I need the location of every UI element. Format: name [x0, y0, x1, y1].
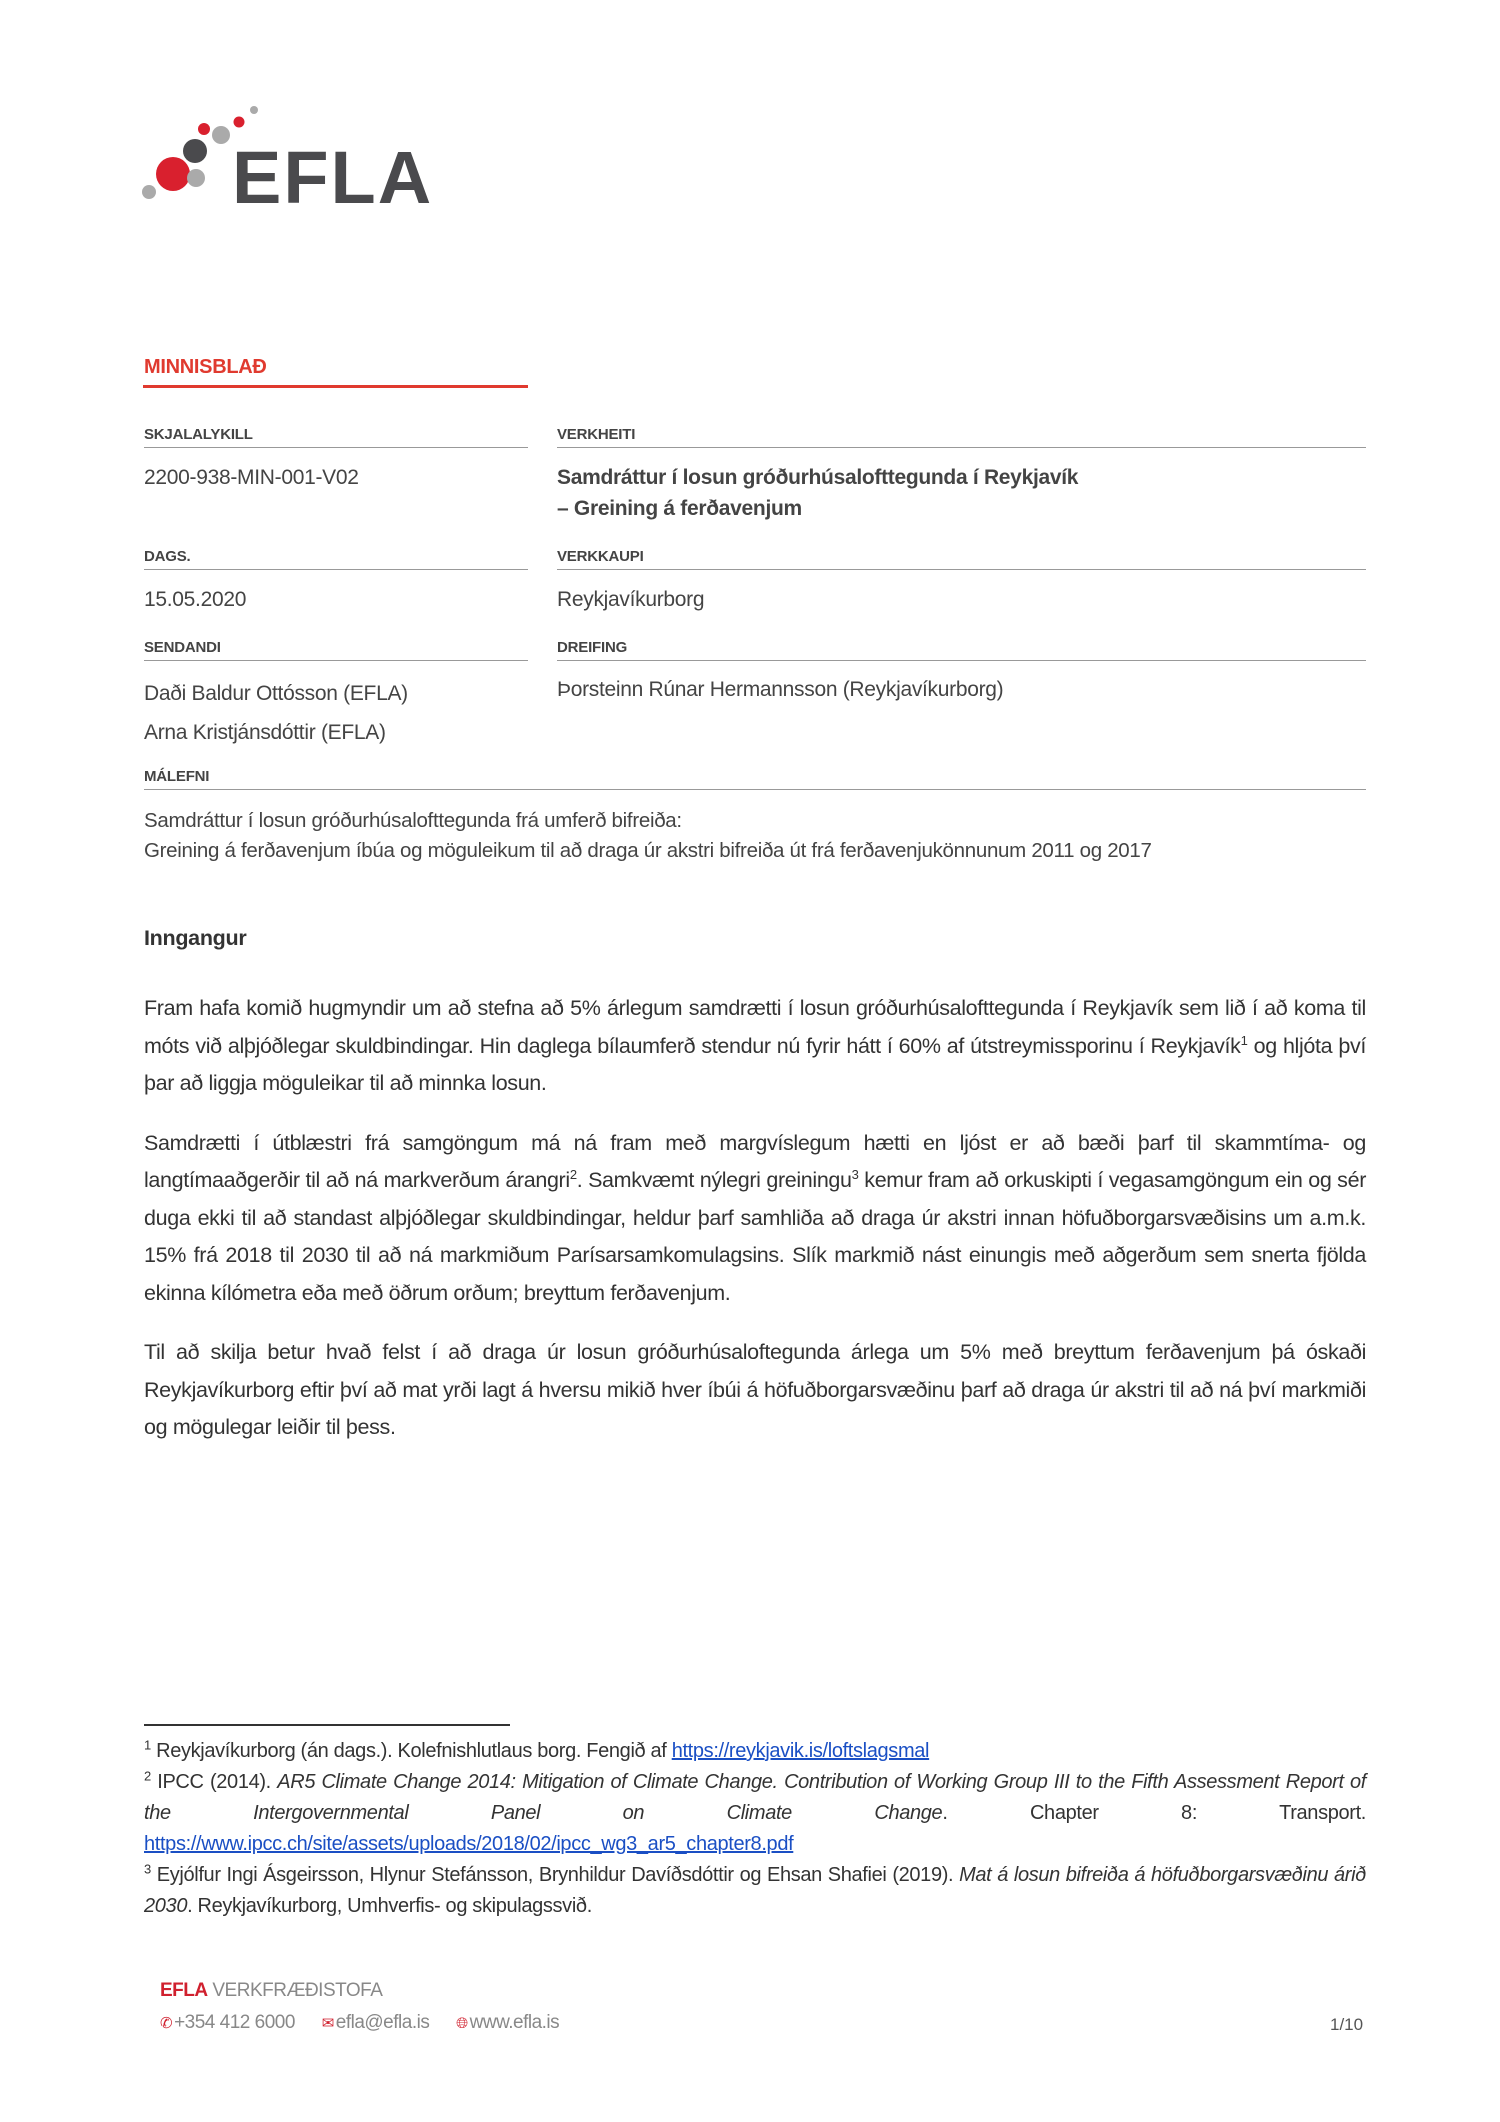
svg-text:EFLA: EFLA: [232, 136, 434, 210]
label-sendandi: SENDANDI: [144, 639, 528, 661]
page-footer: [160, 1980, 559, 2034]
phone-icon: ✆: [160, 2015, 173, 2032]
footnote-text: . Reykjavíkurborg, Umhverfis- og skipulagssvið.: [187, 1895, 592, 1917]
body-text: [144, 990, 1366, 1469]
footnote-ref[interactable]: 1: [1240, 1032, 1248, 1048]
footnote-3: [144, 1860, 1366, 1922]
text: . Samkvæmt nýlegri greiningu: [576, 1168, 852, 1192]
subject-line2: Greining á ferðavenjum íbúa og möguleikum til að draga úr akstri bifreiða út frá ferðavenjukönnunum 2011 og 2017: [144, 839, 1152, 862]
label-verkkaupi: VERKKAUPI: [557, 548, 1366, 570]
text: Fram hafa komið hugmyndir um að stefna að 5% árlegum samdrætti í losun gróðurhúsalofttegunda í Reykjavík sem lið í að koma til móts við alþjóðlegar skuldbindingar. Hin daglega bílaumferð stendur nú fyrir hátt í 60% af útstreymissporinu í Reykjavík: [144, 996, 1366, 1058]
project-name-line1: Samdráttur í losun gróðurhúsalofttegunda í Reykjavík: [557, 466, 1079, 489]
project-name: [557, 462, 1366, 524]
text: og hljóta því þar að liggja möguleikar til að minnka losun.: [144, 1033, 1367, 1095]
footnote-number: 2: [144, 1768, 151, 1784]
footer-company: VERKFRÆÐISTOFA: [207, 1980, 383, 2001]
date: 15.05.2020: [144, 588, 247, 611]
email-icon: ✉: [321, 2015, 334, 2032]
footer-email[interactable]: efla@efla.is: [335, 2012, 430, 2033]
client: Reykjavíkurborg: [557, 588, 705, 611]
globe-icon: 🌐︎: [456, 2015, 468, 2032]
paragraph-1: [144, 990, 1366, 1103]
footnote-ref[interactable]: 3: [851, 1166, 859, 1182]
divider: [143, 385, 528, 388]
footer-web[interactable]: www.efla.is: [469, 2012, 560, 2033]
label-dreifing: DREIFING: [557, 639, 1366, 661]
footnote-number: 1: [144, 1737, 151, 1753]
footnote-1: [144, 1736, 1366, 1767]
footnote-text: . Chapter 8: Transport.: [942, 1802, 1366, 1824]
sender-line2: Arna Kristjánsdóttir (EFLA): [144, 721, 386, 744]
sender: [144, 674, 528, 752]
sender-line1: Daði Baldur Ottósson (EFLA): [144, 682, 408, 705]
distribution: Þorsteinn Rúnar Hermannsson (Reykjavíkurborg): [557, 678, 1004, 701]
footnote-title: AR5 Climate Change 2014: Mitigation of Climate Change. Contribution of Working Group III to the Fifth Assessment Report of the Intergovernmental Panel on Climate Change: [144, 1771, 1366, 1824]
footnote-ref[interactable]: 2: [569, 1166, 577, 1182]
label-skjalalykill: SKJALALYKILL: [144, 426, 528, 448]
footnote-number: 3: [144, 1861, 151, 1877]
label-verkheiti: VERKHEITI: [557, 426, 1366, 448]
text: Samdrætti í útblæstri frá samgöngum má ná fram með margvíslegum hætti en ljóst er að bæði þarf til skammtíma- og langtímaaðgerðir til að ná markverðum árangri: [144, 1130, 1366, 1192]
footnote-separator: [144, 1724, 510, 1726]
footer-brand: EFLA: [160, 1980, 208, 2001]
paragraph-2: [144, 1125, 1366, 1313]
document-key: 2200-938-MIN-001-V02: [144, 466, 359, 489]
section-heading: Inngangur: [144, 926, 247, 950]
text: kemur fram að orkuskipti í vegasamgöngum ein og sér duga ekki til að standast alþjóðlegar skuldbindingar, heldur þarf samhliða að draga úr akstri innan höfuðborgarsvæðisins um a.m.k. 15% frá 2018 til 2030 til að ná markmiðum Parísarsamkomulagsins. Slík markmið nást einungis með aðgerðum sem snerta fjölda ekinna kílómetra eða með öðrum orðum; breyttum ferðavenjum.: [144, 1168, 1367, 1305]
document-type: MINNISBLAÐ: [144, 356, 267, 378]
footnote-title: Mat á losun bifreiða á höfuðborgarsvæðinu árið 2030: [144, 1864, 1366, 1917]
footer-phone[interactable]: +354 412 6000: [174, 2012, 295, 2033]
label-dags: DAGS.: [144, 548, 528, 570]
page-number: 1/10: [1330, 2015, 1364, 2034]
footnote-text: IPCC (2014).: [150, 1771, 278, 1793]
footnote-text: Eyjólfur Ingi Ásgeirsson, Hlynur Stefánsson, Brynhildur Davíðsdóttir og Ehsan Shafiei (2019).: [150, 1864, 960, 1886]
label-malefni: MÁLEFNI: [144, 768, 1366, 790]
subject-line1: Samdráttur í losun gróðurhúsalofttegunda frá umferð bifreiða:: [144, 809, 682, 832]
efla-logo: [140, 95, 480, 210]
footnotes: [144, 1736, 1366, 1922]
footnote-link[interactable]: https://www.ipcc.ch/site/assets/uploads/2018/02/ipcc_wg3_ar5_chapter8.pdf: [144, 1833, 794, 1855]
footnote-2: [144, 1767, 1366, 1860]
project-name-line2: – Greining á ferðavenjum: [557, 497, 802, 520]
paragraph-3: Til að skilja betur hvað felst í að draga úr losun gróðurhúsaloftegunda árlega um 5% með breyttum ferðavenjum þá óskaði Reykjavíkurborg eftir því að mat yrði lagt á hversu mikið hver íbúi á höfuðborgarsvæðinu þarf að draga úr akstri til að ná því markmiði og mögulegar leiðir til þess.: [144, 1340, 1366, 1439]
subject: [144, 806, 1366, 866]
footnote-link[interactable]: https://reykjavik.is/loftslagsmal: [671, 1740, 930, 1762]
footnote-text: Reykjavíkurborg (án dags.). Kolefnishlutlaus borg. Fengið af: [150, 1740, 672, 1762]
